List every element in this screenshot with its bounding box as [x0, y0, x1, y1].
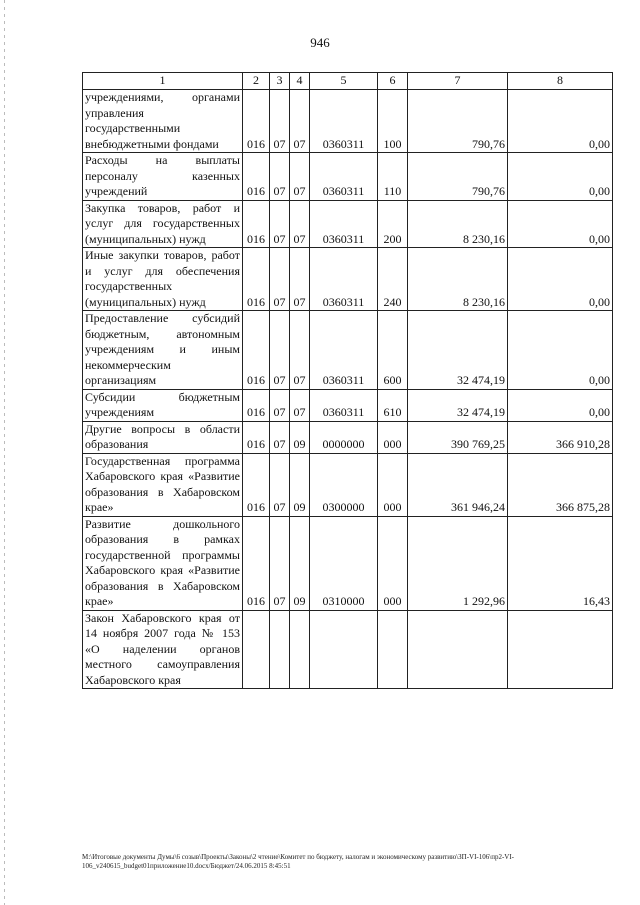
row-amount-2: 16,43 [508, 516, 613, 610]
row-expense-type: 200 [378, 200, 408, 248]
header-col-7: 7 [408, 73, 508, 90]
row-expense-type: 000 [378, 516, 408, 610]
row-subsection: 07 [290, 389, 310, 421]
row-amount-1 [408, 610, 508, 689]
row-amount-1: 8 230,16 [408, 248, 508, 311]
row-amount-2: 366 910,28 [508, 421, 613, 453]
table-row [83, 153, 613, 201]
row-section: 07 [270, 248, 290, 311]
row-target-article: 0310000 [310, 516, 378, 610]
table-row [83, 389, 613, 421]
header-col-6: 6 [378, 73, 408, 90]
header-col-8: 8 [508, 73, 613, 90]
row-expense-type: 610 [378, 389, 408, 421]
row-section: 07 [270, 311, 290, 390]
row-subsection: 07 [290, 248, 310, 311]
row-section: 07 [270, 516, 290, 610]
table-row [83, 453, 613, 516]
row-target-article: 0360311 [310, 200, 378, 248]
row-amount-1: 32 474,19 [408, 389, 508, 421]
row-amount-2: 0,00 [508, 200, 613, 248]
row-name: Предоставление субсидий бюджетным, автономным учреждениям и иным некоммерческим организациям [83, 311, 243, 390]
row-subsection: 09 [290, 453, 310, 516]
row-expense-type: 100 [378, 90, 408, 153]
row-amount-1: 361 946,24 [408, 453, 508, 516]
row-ministry: 016 [243, 200, 270, 248]
header-col-5: 5 [310, 73, 378, 90]
row-ministry: 016 [243, 516, 270, 610]
row-subsection: 09 [290, 516, 310, 610]
row-section: 07 [270, 153, 290, 201]
row-name: Государственная программа Хабаровского края «Развитие образования в Хабаровском крае» [83, 453, 243, 516]
row-section: 07 [270, 200, 290, 248]
table-row [83, 200, 613, 248]
row-target-article: 0300000 [310, 453, 378, 516]
row-name: Закон Хабаровского края от 14 ноября 2007 года № 153 «О наделении органов местного самоуправления Хабаровского края [83, 610, 243, 689]
row-name: Развитие дошкольного образования в рамках государственной программы Хабаровского края «Развитие образования в Хабаровском крае» [83, 516, 243, 610]
row-ministry: 016 [243, 311, 270, 390]
row-amount-1: 790,76 [408, 153, 508, 201]
row-ministry: 016 [243, 153, 270, 201]
row-ministry: 016 [243, 389, 270, 421]
row-amount-1: 32 474,19 [408, 311, 508, 390]
row-amount-1: 8 230,16 [408, 200, 508, 248]
row-target-article: 0360311 [310, 248, 378, 311]
row-amount-2: 0,00 [508, 389, 613, 421]
row-expense-type: 000 [378, 453, 408, 516]
row-ministry: 016 [243, 248, 270, 311]
row-amount-2: 0,00 [508, 90, 613, 153]
row-amount-2: 0,00 [508, 248, 613, 311]
row-target-article: 0000000 [310, 421, 378, 453]
row-amount-1: 390 769,25 [408, 421, 508, 453]
row-subsection [290, 610, 310, 689]
row-amount-1: 1 292,96 [408, 516, 508, 610]
row-ministry [243, 610, 270, 689]
row-ministry: 016 [243, 421, 270, 453]
table-row [83, 90, 613, 153]
row-subsection: 09 [290, 421, 310, 453]
row-name: Иные закупки товаров, работ и услуг для обеспечения государственных (муниципальных) нужд [83, 248, 243, 311]
header-col-2: 2 [243, 73, 270, 90]
row-expense-type: 240 [378, 248, 408, 311]
row-section: 07 [270, 90, 290, 153]
header-col-1: 1 [83, 73, 243, 90]
row-target-article: 0360311 [310, 389, 378, 421]
row-subsection: 07 [290, 200, 310, 248]
row-name: Другие вопросы в области образования [83, 421, 243, 453]
budget-table [82, 72, 613, 689]
header-col-4: 4 [290, 73, 310, 90]
row-subsection: 07 [290, 90, 310, 153]
row-ministry: 016 [243, 453, 270, 516]
row-section [270, 610, 290, 689]
row-amount-2 [508, 610, 613, 689]
table-row [83, 248, 613, 311]
row-name: Расходы на выплаты персоналу казенных учреждений [83, 153, 243, 201]
row-target-article [310, 610, 378, 689]
row-expense-type: 600 [378, 311, 408, 390]
table-row [83, 610, 613, 689]
file-path-footer: M:\Итоговые документы Думы\6 созыв\Проекты\Законы\2 чтение\Комитет по бюджету, налогам и экономическому развитию\ЗП-VI-106\пр2-VI-106_v240615_budget01приложение10.docx/Бюджет/24.06.2015 8:45:51 [82, 853, 514, 870]
row-section: 07 [270, 421, 290, 453]
row-target-article: 0360311 [310, 311, 378, 390]
row-ministry: 016 [243, 90, 270, 153]
row-expense-type: 000 [378, 421, 408, 453]
row-subsection: 07 [290, 153, 310, 201]
row-section: 07 [270, 453, 290, 516]
table-row [83, 516, 613, 610]
row-name: Закупка товаров, работ и услуг для государственных (муниципальных) нужд [83, 200, 243, 248]
row-target-article: 0360311 [310, 90, 378, 153]
row-name: Субсидии бюджетным учреждениям [83, 389, 243, 421]
table-row [83, 311, 613, 390]
row-amount-2: 0,00 [508, 153, 613, 201]
row-expense-type [378, 610, 408, 689]
scan-edge [4, 0, 5, 905]
row-amount-2: 366 875,28 [508, 453, 613, 516]
page-number: 946 [310, 35, 330, 50]
row-subsection: 07 [290, 311, 310, 390]
table-row [83, 421, 613, 453]
row-expense-type: 110 [378, 153, 408, 201]
header-col-3: 3 [270, 73, 290, 90]
row-amount-1: 790,76 [408, 90, 508, 153]
row-name: учреждениями, органами управления государственными внебюджетными фондами [83, 90, 243, 153]
row-section: 07 [270, 389, 290, 421]
row-target-article: 0360311 [310, 153, 378, 201]
row-amount-2: 0,00 [508, 311, 613, 390]
header-row [83, 73, 613, 90]
